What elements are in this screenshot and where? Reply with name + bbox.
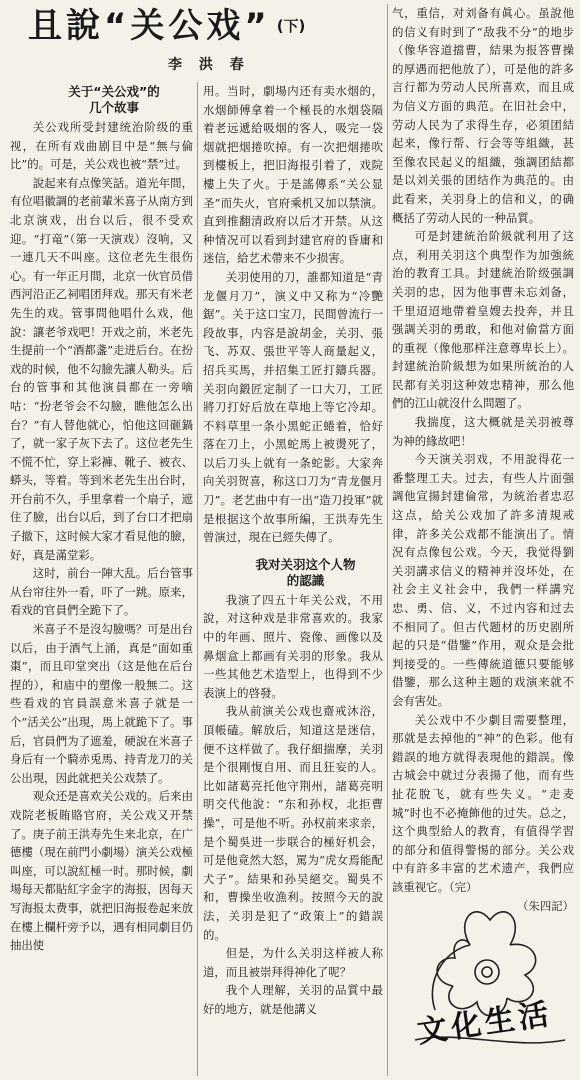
paragraph: 說起来有点像笑話。道光年間，有位唱徽調的老前輩米喜子从南方到北京演戏，出台以后，很不受欢迎。“打竜”（第一天演戏）沒响，又一連几天不叫座。这位老先生很伤心。有一年正月間，北京一伙官员借西河沿正乙祠唱团拜戏。那天有米老先生的戏。管事問他唱什么戏，他說：讓老爷戏吧！开戏之前，米老先生提前一个“酒都盞”走进后台。在扮戏的时候，他不勾臉先讓人勒头。后台的管事和其他演員都在一旁嘀咕：“扮老爷会不勾臉，瞧他怎么出台？”有人替他就心，怕他这回砸鍋了，就一家子灰下去了。这位老先生不慌不忙，穿上彩褲、靴子、被衣、蟒头，等着。等到米老先生出台时，开台前不久，手里拿着一个扇子，遮住了臉，出台以后，到了台口才把扇子撤下，这时候大家才看見他的臉，好，真是滿堂彩。 xyxy=(10,175,193,562)
paragraph: 米喜子不是沒勾臉嗎？可是出台以后，由于酒气上涌，真是“面如重棗”，而且印堂突出（这是他在后台捏的），和庙中的塑像一般無二。这些看戏的官員誤意米喜子就是一个“活关公”出現，馬上就跪下了。事后，官員們为了遮羞，硬說在米喜子身后有一个騎赤兎馬、持青龙刀的关公出現，因此就把关公戏禁了。 xyxy=(10,622,193,785)
section-heading: 我对关羽这个人物 xyxy=(255,556,356,572)
paragraph: 今天演关羽戏，不用說得花一番整理工夫。过去，有些人片面强調他宣揚封建倫常，为統治者忠忍这点，給关公戏加了許多清規戒律，許多关公戏都不能演出了。情況有点像包公戏。今天，我觉得劉关羽講求信义的精神并沒坏处，在社会主义社会中，我們一样講究忠、勇、信、义，不过内容和过去不相同了。但古代题材的历史剧所起的只是“借鑒”作用，观众是会批判接受的。一些傳統道德只要能够借鑒，那么这种主题的戏演来就不会有害处。 xyxy=(392,452,574,708)
paragraph: 关公戏所受封建统治阶级的重视，在所有戏曲剧目中是“無与倫比”的。可是，关公戏也被“禁”过。 xyxy=(10,120,193,172)
article-title xyxy=(28,6,388,46)
emblem-text: 文化生活 xyxy=(415,996,555,1051)
paragraph: 我揣度，这大概就是关羽被尊为神的緣故吧！ xyxy=(392,415,574,448)
paragraph: 关羽使用的刀，誰都知道是“青龙偃月刀”，演义中又称为“冷艷鋸”。关于这口宝刀，民間曾流行一段故事，内容是說胡金，关羽、張飞、苏双、張世平等人商量起义，招兵买馬，并招集工匠打鑄兵器。关羽向鍛匠定制了一口大刀，工匠將刀打好后放在草地上等它冷却。不料草里一条小黑蛇正蜷着，恰好落在刀上，小黑蛇馬上被燙死了，以后刀头上就有一条蛇影。大家奔向关羽贺喜，称这口刀为“青龙偃月刀”。老艺曲中有一出“造刀投軍”就是根据这个故事所編，王洪寿先生曾演过，現在已經失傳了。 xyxy=(203,269,383,545)
paragraph: 可是封建統治阶級就利用了这点，利用关羽这个典型作为加強統治的教育工具。封建統治阶级强調关羽的忠，因为他事曹未忘刘备，千里迢迢地帶着皇嫂去投奔，并且强調关羽的勇敢，和他对偷當方面的重视（像他那样注意尊卑长上）。封建統治阶級想为如果所統治的人民都有关羽这种效忠精神，那么他們的江山就沒什么問題了。 xyxy=(392,229,574,411)
paragraph: 但是，为什么关羽这样被人称道，而且被崇拜得神化了呢？ xyxy=(203,946,383,979)
signature: （朱四記） xyxy=(517,898,574,913)
column-2 xyxy=(203,82,383,1076)
author-byline: 李 洪 春 xyxy=(168,57,250,73)
section-heading: 的認識 xyxy=(286,572,325,588)
paragraph: 我个人理解，关羽的品質中最好的地方，就是他講义 xyxy=(203,983,383,1016)
column-divider xyxy=(197,82,198,1076)
paragraph: 气，重信，对刘备有眞心。虽說他的信义有时到了“敌我不分”的地步（像华容道擋曹，結果为报答曹操的厚遇而把他放了），可是他的許多言行都为劳动人民所喜欢，而且成为信义方面的典范。在旧社会中，劳动人民为了求得生存，必須团結起来，像行帮、行会等等組織，甚至像农民起义的組織，強調团結都是以刘关張的团结作为典范的。由此看来，关羽身上的信和义，的确概括了劳动人民的一种品質。 xyxy=(392,6,574,225)
paragraph: 我演了四五十年关公戏，不用說，对这种戏是非常喜欢的。我家中的年画、照片、瓷像、画像以及鼻烟盒上都画有关羽的形象。我从一些其他艺术造型上，也得到不少表演上的啓發。 xyxy=(203,592,383,700)
title-text: 且說“关公戏” xyxy=(28,6,271,46)
column-1 xyxy=(10,82,193,1076)
paragraph: 观众还是喜欢关公戏的。后来由戏院老板賄賂官府，关公戏又开禁了。庚子前王洪寿先生来北京，在广德樓（現在前門小劇場）演关公戏極叫座，可以說紅極一时。那时候，劇場每天都貼紅字金字的海报，因每天写海报太费事，就把旧海报卷起来放在樓上欄杆旁予以，遇有相同劇目仍抽出使 xyxy=(10,789,193,953)
paragraph: 用。当时，劇場内还有卖水烟的，水烟師傅拿着一个極長的水烟袋隔着老远遞給吸烟的客人，吸完一袋烟就把烟捲吹掉。有一次把烟捲吹到樓板上，把旧海报引着了，戏院樓上失了火。于是謠傳系“关公显圣”而失火，官府乘机又加以禁演。直到推翻清政府以后才开禁。从这种情况可以看到封建官府的昏庸和迷信，給艺术帶来不少损害。 xyxy=(203,84,383,266)
column-divider xyxy=(387,4,388,1076)
section-heading: 关于“关公戏”的 xyxy=(68,84,160,99)
title-part: (下) xyxy=(276,17,306,35)
section-heading: 几个故事 xyxy=(88,100,139,115)
paragraph: 这时，前台一陣大乱。后台管事从台帘往外一看，吓了一跳。原来，看戏的官員們全跪下了。 xyxy=(10,566,193,618)
paragraph: 关公戏中不少劇目需要整理，那就是去掉他的“神”的色彩。他有錯誤的地方就得表現他的錯誤。像古城会中就过分表揚了他，而有些扯花脫飞，就有些失义。“走麦城”时也不必掩飾他的过失。总之，这个典型給人的教育，有值得学習的部分和值得警惕的部分。关公戏中有許多丰富的艺术遗产，我們应該重视它。（完） xyxy=(392,712,574,894)
paragraph: 我从前演关公戏也齋戒沐浴，頂帳磕。解放后，知道这是迷信，便不这样做了。我仔細揣摩，关羽是个很剛愎自用、而且狂妄的人。比如諸葛亮托他守荆州，諸葛亮明明交代他說：“东和孙权，北拒曹操”，可是他不听。孙权前来求亲，是个蜀吳进一步联合的極好机会，可是他竟然大怒，罵为“虎女焉能配犬子”。結果和孙吴絕交。蜀吳不和，曹操坐收漁利。按照今天的說法，关羽是犯了“政策上”的錯誤的。 xyxy=(203,704,383,942)
